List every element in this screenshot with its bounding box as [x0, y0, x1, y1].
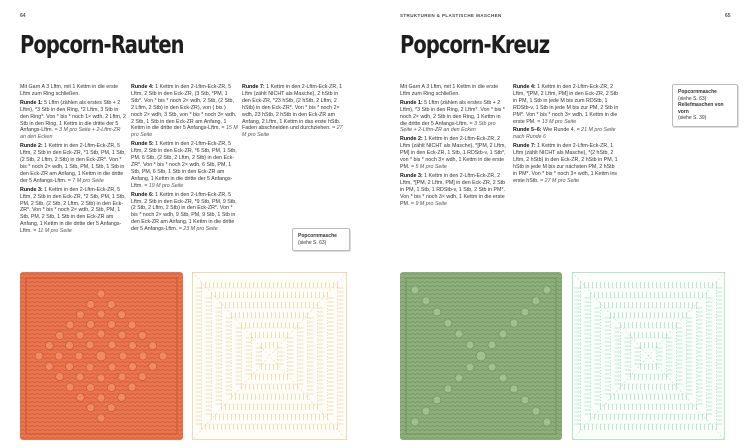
- instructions-column-2: [131, 84, 238, 235]
- stitch-callout: Popcornmasche (siehe S. 63): [292, 228, 350, 251]
- crochet-swatch-photo: [400, 272, 562, 440]
- round-paragraph: Runde 1: 5 Lftm (zählen als erstes Stb + 2 Lftm), *3 Stb in den Ring, *2 Lftm, 3 Stb in den Ring*. Von * bis * noch 1× wdh, 2 Lftm, 2 Stb in den Ring, 1 Kettm in die dritte der 5 Anfangs-Lftm. = 3 M pro Seite + 2-Lftm-ZR an den Ecken: [20, 99, 126, 141]
- round-paragraph: Runde 6: 1 Kettm in den 2-Lftm-Eck-ZR, 5 Lftm, 2 Stb in den Eck-ZR, *9 Stb, PM, 9 Stb, (2 Stb, 2 Lftm, 2 Stb) in den Eck-ZR*. Von * bis * noch 2× wdh, 9 Stb, PM, 9 Stb, 1 Stb in den Eck-ZR am Anfang, 1 Kettm in die dritte der 5 Anfangs-Lftm. = 23 M pro Seite: [131, 191, 237, 233]
- section-header: STRUKTUREN & PLASTISCHE MASCHEN: [400, 13, 502, 18]
- round-paragraph: Runde 4: 1 Kettm in den 2-Lftm-Eck-ZR, 5 Lftm, 2 Stb in den Eck-ZR, (3 Stb, *PM, 1 Stb*. Von * bis * noch 2× wdh, 2 Stb, (2 Stb, 2 Lftm, 2 Stb) in den Eck-ZR), von ( bis ) noch 2× wdh, 3 Stb, von * bis * noch 3× wdh, 2 Stb, 1 Stb in den Eck-ZR am Anfang, 1 Kettm in die dritte der 5 Anfangs-Lftm. = 15 M pro Seite: [131, 84, 238, 139]
- instructions-column-3: [242, 84, 346, 141]
- instructions-column-1: [20, 84, 127, 237]
- page-number: 65: [725, 13, 731, 19]
- page-title: Popcorn-Rauten: [20, 30, 184, 59]
- right-page: [375, 0, 750, 448]
- round-paragraph: Runde 1: 5 Lftm (zählen als erstes Stb + 2 Lftm), *3 Stb in den Ring, 2 Lftm*. Von * bis * noch 2× wdh, 2 Stb in den Ring, 1 Kettm in die dritte der 5 Anfangs-Lftm. = 3 Stb pro Seite + 2-Lftm-ZR an den Ecken: [400, 99, 505, 134]
- round-paragraph: Runde 3: 1 Kettm in den 2-Lftm-Eck-ZR, 2 Lftm, *[PM, 2 Lftm, PM] in den Eck-ZR, 2 Stb in PM, 1 Stb, 1 RDStb-v, 1 Stb, 2 Stb in PM*. Von * bis * noch 3× wdh, 1 Kettm in die erste PM. = 9 M pro Seite: [400, 172, 506, 207]
- round-paragraph: Runde 5–6: Wie Runde 4. = 21 M pro Seite nach Runde 6: [513, 127, 616, 141]
- round-paragraph: Runde 5: 1 Kettm in den 2-Lftm-Eck-ZR, 5 Lftm, 2 Stb in den Eck-ZR, *6 Stb, PM, 1 Stb, PM, 6 Stb, (2 Stb, 2 Lftm, 2 Stb) in den Eck-ZR*. Von * bis * noch 2× wdh, 6 Stb, PM, 1 Stb, PM, 6 Stb, 1 Stb in den Eck-ZR am Anfang, 1 Kettm in die dritte der 5 Anfangs-Lftm. = 19 M pro Seite: [131, 141, 237, 189]
- crochet-chart-diagram: [572, 272, 725, 440]
- round-paragraph: Runde 2: 1 Kettm in den 2-Lftm-Eck-ZR, 2 Lftm (zählt NICHT als Masche), *[PM, 2 Lftm, PM] in den Eck-ZR, 1 Stb, 1 RDStb-v, 1 Stb*, von * bis * noch 3× wdh, 1 Kettm in die erste PM. = 5 M pro Seite: [400, 136, 506, 170]
- page-title: Popcorn-Kreuz: [400, 30, 550, 59]
- round-paragraph: Runde 7: 1 Kettm in den 2-Lftm-Eck-ZR, 1 Lftm (zählt NICHT als Masche), *(2 hStb, 2 Lftm, 2 hStb) in den Eck-ZR, 2 hStb in PM, 1 hStb in jede M bis zur nächsten PM, 2 hStb in PM*. Von * bis * noch 3× wdh, 1 Kettm ins erste hStb. = 27 M pro Seite: [513, 143, 618, 184]
- round-paragraph: Runde 7: 1 Kettm in den 2-Lftm-Eck-ZR, 1 Lftm (zählt NICHT als Masche), 2 hStb in den Eck-ZR, *23 hStb, (2 hStb, 2 Lftm, 2 hStb) in den Eck-ZR*. Von * bis * noch 2× wdh, 23 hStb, 2 hStb in den Eck-ZR am Anfang, 2 Lftm, 1 Kettm in das erste hStb. Faden abschneiden und durchziehen. = 27 M pro Seite: [242, 84, 343, 139]
- stitch-callout: Popcornmasche (siehe S. 63) Reliefmaschen von vorn (siehe S. 39): [672, 84, 738, 127]
- intro-text: Mit Garn A 3 Lftm, mit 1 Kettm in die erste Lftm zum Ring schließen.: [400, 84, 499, 97]
- crochet-chart-diagram: [192, 272, 347, 440]
- round-paragraph: Runde 2: 1 Kettm in den 2-Lftm-Eck-ZR, 5 Lftm, 2 Stb in den Eck-ZR, *1 Stb, PM, 1 Stb, (2 Stb, 2 Lftm, 2 Stb) in den Eck-ZR*. Von * bis * noch 2× wdh, 1 Stb, PM, 1 Stb, 1 Stb in den Eck-ZR am Anfang, 1 Kettm in die dritte der 5 Anfangs-Lftm. = 7 M pro Seite: [20, 143, 126, 184]
- round-paragraph: Runde 4: 1 Kettm in den 2-Lftm-Eck-ZR, 2 Lftm, *[PM, 2 Lftm, PM] in den Eck-ZR, 2 Stb in PM, 1 Stb in jede M bis zum RDStb, 1 RDStb-v, 1 Stb in jede M bis zur PM, 2 Stb in PM*. Von * bis * noch 3× wdh, 1 Kettm in die erste PM. = 13 M pro Seite: [513, 84, 619, 125]
- round-paragraph: Runde 3: 1 Kettm in den 2-Lftm-Eck-ZR, 5 Lftm, 2 Stb in den Eck-ZR, *2 Stb, PM, 1 Stb, PM, 2 Stb, (2 Stb, 2 Lftm, 2 Stb) in den Eck-ZR*. Von * bis * noch 2× wdh, 2 Stb, PM, 1 Stb, PM, 2 Stb, 1 Stb in den Eck-ZR am Anfang, 1 Kettm in die dritte der 5 Anfangs-Lftm. = 11 M pro Seite: [20, 186, 126, 235]
- intro-text: Mit Garn A 3 Lftm, mit 1 Kettm in die erste Lftm zum Ring schließen.: [20, 84, 119, 97]
- page-number: 64: [20, 13, 26, 19]
- instructions-column-1: [400, 84, 507, 209]
- crochet-swatch-photo: [20, 272, 183, 440]
- instructions-column-2: [513, 84, 620, 187]
